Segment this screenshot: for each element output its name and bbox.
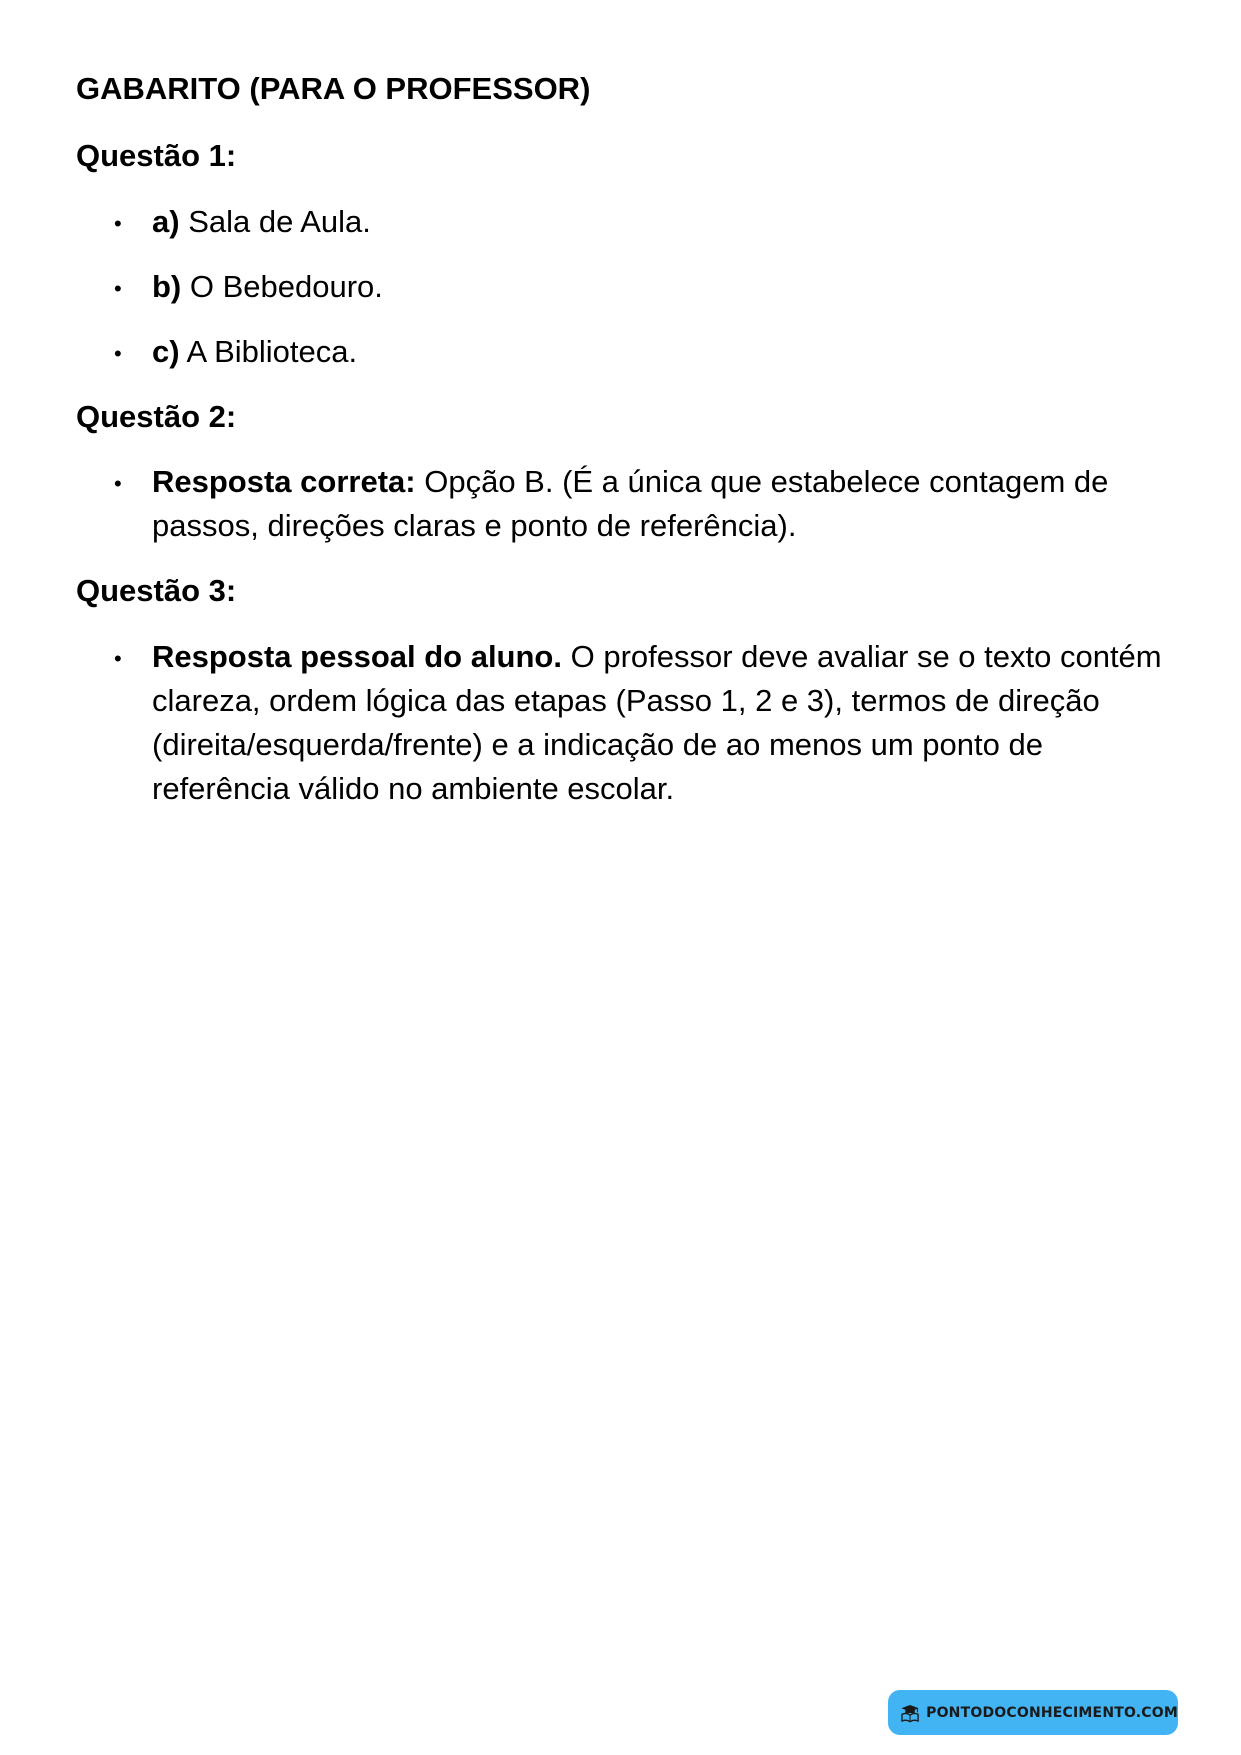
question-2	[76, 398, 1166, 549]
answer-list	[76, 460, 1166, 548]
page-content	[76, 70, 1166, 835]
answer-item	[76, 635, 1166, 811]
bullet-icon: •	[114, 275, 122, 301]
answer-lead: a)	[152, 203, 180, 239]
question-3	[76, 572, 1166, 811]
answer-text: O professor deve avaliar se o texto contém clareza, ordem lógica das etapas (Passo 1, 2 e 3), termos de direção (direita/esquerda/frente) e a indicação de ao menos um ponto de referência válido no ambiente escolar.	[152, 639, 1162, 806]
answer-list	[76, 200, 1166, 374]
answer-lead: c)	[152, 333, 180, 369]
brand-badge[interactable]	[888, 1690, 1178, 1735]
answer-lead: b)	[152, 268, 182, 304]
question-heading: Questão 3:	[76, 573, 237, 609]
question-heading: Questão 1:	[76, 137, 237, 173]
answer-item	[76, 200, 1166, 244]
answer-text: O Bebedouro.	[189, 268, 383, 304]
answer-item	[76, 330, 1166, 374]
bullet-icon: •	[114, 210, 122, 236]
bullet-icon: •	[114, 471, 122, 497]
answer-item	[76, 265, 1166, 309]
answer-lead: Resposta correta:	[152, 464, 416, 500]
bullet-icon: •	[114, 646, 122, 671]
answer-text: Opção B. (É a única que estabelece contagem de passos, direções claras e ponto de referência).	[152, 464, 1109, 544]
graduation-book-icon	[900, 1699, 920, 1727]
answer-text: A Biblioteca.	[186, 333, 358, 369]
question-1	[76, 137, 1166, 374]
brand-text: PONTODOCONHECIMENTO.COM	[926, 1704, 1178, 1721]
bullet-icon: •	[114, 340, 122, 366]
doc-title: GABARITO (PARA O PROFESSOR)	[76, 71, 591, 106]
answer-text: Sala de Aula.	[188, 203, 371, 239]
answer-list	[76, 635, 1166, 811]
question-heading: Questão 2:	[76, 398, 237, 434]
answer-item	[76, 460, 1166, 548]
answer-lead: Resposta pessoal do aluno.	[152, 639, 562, 674]
